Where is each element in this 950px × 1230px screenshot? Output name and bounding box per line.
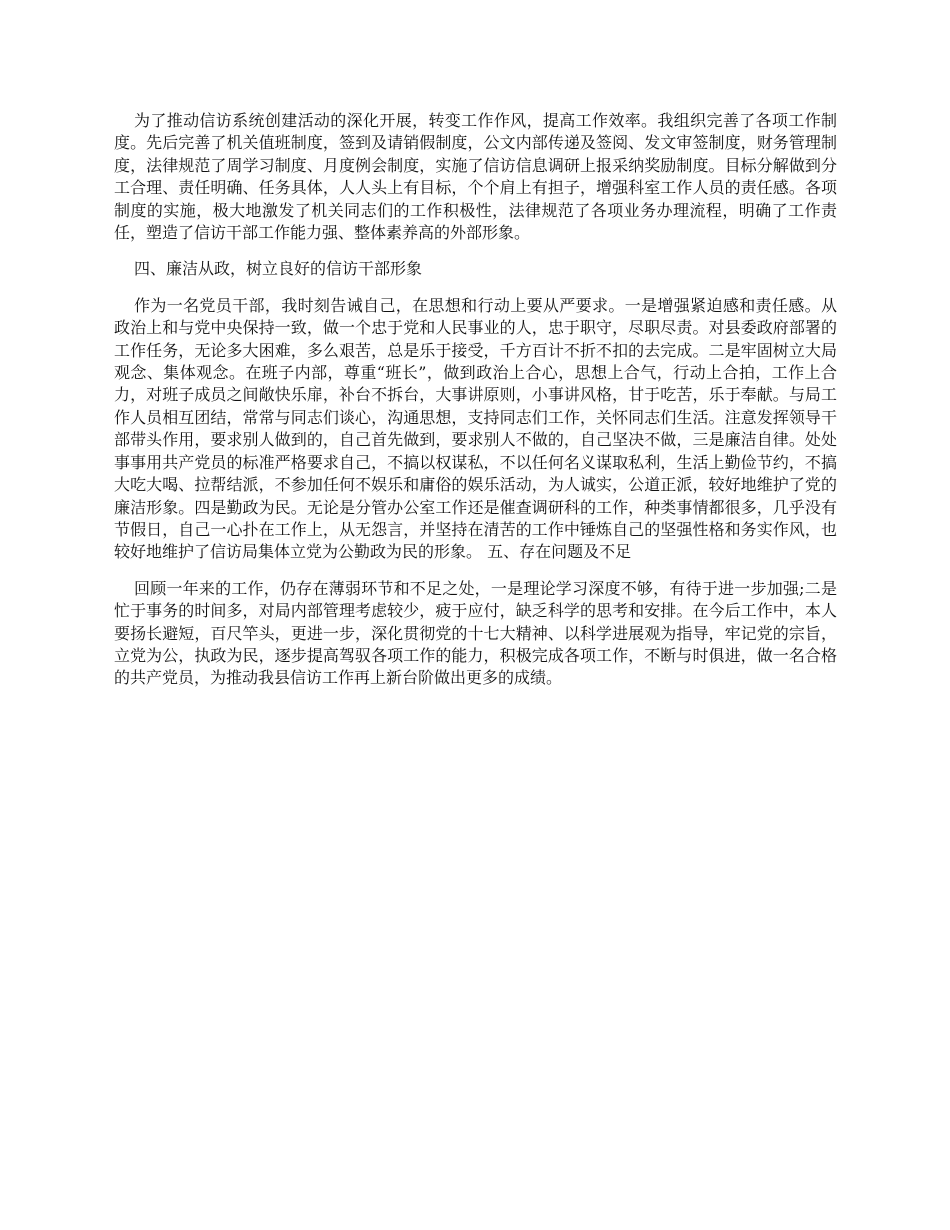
paragraph-party-member-conduct: 作为一名党员干部，我时刻告诫自己，在思想和行动上要从严要求。一是增强紧迫感和责任感。从政治上和与党中央保持一致，做一个忠于党和人民事业的人，忠于职守，尽职尽责。对县委政府部署的工作任务，无论多大困难，多么艰苦，总是乐于接受，千方百计不折不扣的去完成。二是牢固树立大局观念、集体观念。在班子内部，尊重“班长”，做到政治上合心，思想上合气，行动上合拍，工作上合力，对班子成员之间敞快乐扉，补台不拆台，大事讲原则，小事讲风格，甘于吃苦，乐于奉献。与局工作人员相互团结，常常与同志们谈心，沟通思想，支持同志们工作，关怀同志们生活。注意发挥领导干部带头作用，要求别人做到的，自己首先做到，要求别人不做的，自己坚决不做，三是廉洁自律。处处事事用共产党员的标准严格要求自己，不搞以权谋私，不以任何名义谋取私利，生活上勤俭节约，不搞大吃大喝、拉帮结派，不参加任何不娱乐和庸俗的娱乐活动，为人诚实，公道正派，较好地维护了党的廉洁形象。四是勤政为民。无论是分管办公室工作还是催查调研科的工作，种类事情都很多，几乎没有节假日，自己一心扑在工作上，从无怨言，并坚持在清苦的工作中锤炼自己的坚强性格和务实作风，也较好地维护了信访局集体立党为公勤政为民的形象。 五、存在问题及不足 — [114, 295, 837, 562]
paragraph-review-and-outlook: 回顾一年来的工作，仍存在薄弱环节和不足之处，一是理论学习深度不够，有待于进一步加强;二是忙于事务的时间多，对局内部管理考虑较少，疲于应付，缺乏科学的思考和安排。在今后工作中，本人要扬长避短，百尺竿头，更进一步，深化贯彻党的十七大精神、以科学进展观为指导，牢记党的宗旨，立党为公，执政为民，逐步提高驾驭各项工作的能力，积极完成各项工作，不断与时俱进，做一名合格的共产党员，为推动我县信访工作再上新台阶做出更多的成绩。 — [114, 578, 837, 688]
section-heading-integrity: 四、廉洁从政，树立良好的信访干部形象 — [134, 259, 423, 279]
paragraph-work-systems: 为了推动信访系统创建活动的深化开展，转变工作作风，提高工作效率。我组织完善了各项工作制度。先后完善了机关值班制度，签到及请销假制度，公文内部传递及签阅、发文审签制度，财务管理制度，法律规范了周学习制度、月度例会制度，实施了信访信息调研上报采纳奖励制度。目标分解做到分工合理、责任明确、任务具体，人人头上有目标，个个肩上有担子，增强科室工作人员的责任感。各项制度的实施，极大地激发了机关同志们的工作积极性，法律规范了各项业务办理流程，明确了工作责任，塑造了信访干部工作能力强、整体素养高的外部形象。 — [114, 111, 837, 243]
document-body — [114, 110, 837, 704]
